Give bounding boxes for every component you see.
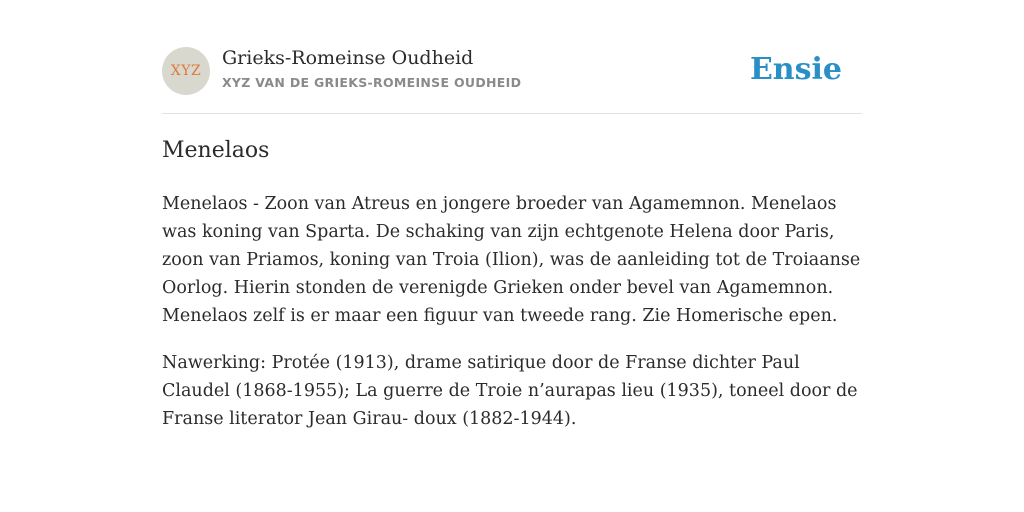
entry-title: Menelaos bbox=[162, 138, 270, 163]
source-header bbox=[162, 46, 862, 96]
entry-paragraph-nawerking: Nawerking: Protée (1913), drame satirique door de Franse dichter Paul Claudel (1868-1955); La guerre de Troie n’aurapas lieu (1935), toneel door de Franse literator Jean Girau- doux (1882-1944). bbox=[162, 353, 858, 429]
source-title[interactable]: Grieks-Romeinse Oudheid bbox=[222, 47, 474, 69]
header-divider bbox=[162, 113, 862, 114]
source-subtitle: XYZ VAN DE GRIEKS-ROMEINSE OUDHEID bbox=[222, 75, 522, 90]
entry-body bbox=[162, 190, 867, 452]
ensie-logo-link[interactable]: Ensie bbox=[749, 52, 842, 87]
entry-paragraph-definition: Menelaos - Zoon van Atreus en jongere broeder van Agamemnon. Menelaos was koning van Sparta. De schaking van zijn echtgenote Helena door Paris, zoon van Priamos, koning van Troia (Ilion), was de aanleiding tot de Troiaanse Oorlog. Hierin stonden de verenigde Grieken onder bevel van Agamemnon. Menelaos zelf is er maar een figuur van tweede rang. Zie Homerische epen. bbox=[162, 194, 861, 326]
source-avatar[interactable]: XYZ bbox=[162, 47, 210, 95]
